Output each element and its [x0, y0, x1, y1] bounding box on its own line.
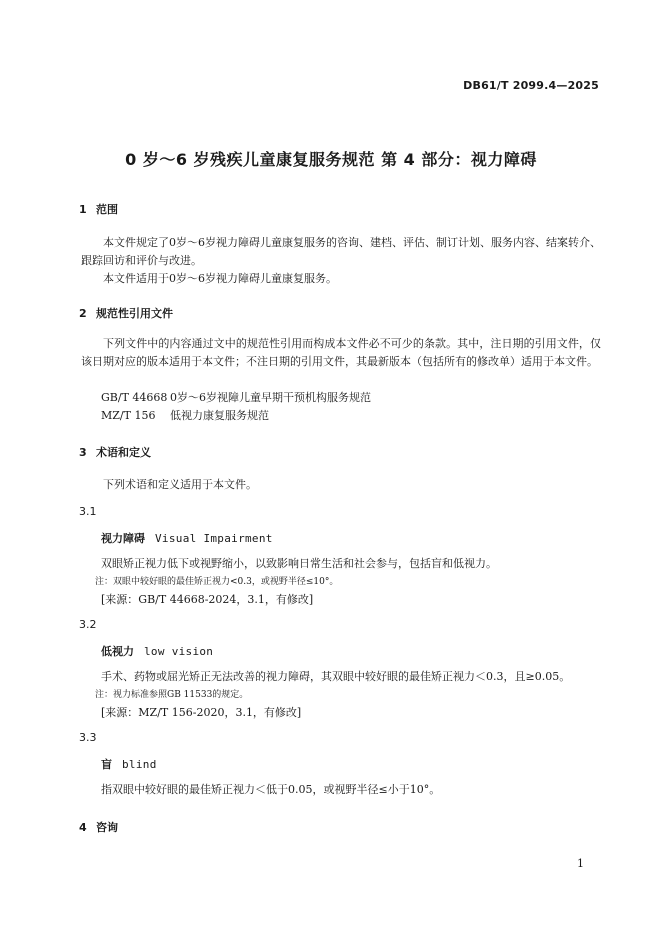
- section-3-heading: [79, 444, 151, 460]
- document-title: 0 岁～6 岁残疾儿童康复服务规范 第 4 部分：视力障碍: [125, 150, 537, 169]
- section-3-intro: 下列术语和定义适用于本文件。: [103, 478, 257, 491]
- section-1-heading: [79, 201, 118, 217]
- term-english: blind: [122, 758, 157, 771]
- document-number: DB61/T 2099.4—2025: [463, 79, 599, 92]
- reference-code: MZ/T 156: [101, 409, 156, 422]
- section-number: 4: [79, 821, 87, 834]
- term-note: 注：双眼中较好眼的最佳矫正视力<0.3，或视野半径≤10°。: [95, 577, 339, 587]
- section-number: 1: [79, 203, 87, 216]
- term-note: 注：视力标准参照GB 11533的规定。: [95, 690, 249, 700]
- term-chinese: 低视力: [101, 645, 134, 658]
- term-english: low vision: [144, 645, 214, 658]
- reference-item: [101, 407, 269, 423]
- term-entry: [101, 756, 157, 772]
- section-4-heading: [79, 819, 118, 835]
- term-number: 3.1: [79, 505, 97, 518]
- section-2-paragraph-1: 下列文件中的内容通过文中的规范性引用而构成本文件必不可少的条款。其中，注日期的引用文件，仅该日期对应的版本适用于本文件；不注日期的引用文件，其最新版本（包括所有的修改单）适用于本文件。: [81, 337, 601, 368]
- term-number: 3.3: [79, 731, 97, 744]
- term-number: 3.2: [79, 618, 97, 631]
- term-chinese: 盲: [101, 758, 112, 771]
- section-title: 术语和定义: [96, 446, 151, 459]
- page-number: 1: [577, 857, 584, 870]
- section-number: 3: [79, 446, 87, 459]
- term-definition: 手术、药物或屈光矫正无法改善的视力障碍，其双眼中较好眼的最佳矫正视力＜0.3，且≥0.05。: [101, 670, 571, 683]
- term-entry: [101, 643, 213, 659]
- term-chinese: 视力障碍: [101, 532, 145, 545]
- term-entry: [101, 530, 273, 546]
- term-source: [来源：GB/T 44668-2024，3.1，有修改]: [101, 593, 314, 606]
- section-title: 咨询: [96, 821, 118, 834]
- section-1-paragraph-2: 本文件适用于0岁～6岁视力障碍儿童康复服务。: [103, 272, 337, 285]
- section-title: 规范性引用文件: [96, 307, 173, 320]
- reference-item: [101, 389, 371, 405]
- term-source: [来源：MZ/T 156-2020，3.1，有修改]: [101, 706, 302, 719]
- reference-code: GB/T 44668: [101, 391, 168, 404]
- section-number: 2: [79, 307, 87, 320]
- term-definition: 指双眼中较好眼的最佳矫正视力＜低于0.05，或视野半径≤小于10°。: [101, 783, 441, 796]
- reference-title: 0岁～6岁视障儿童早期干预机构服务规范: [170, 391, 371, 404]
- section-1-paragraph-1: 本文件规定了0岁～6岁视力障碍儿童康复服务的咨询、建档、评估、制订计划、服务内容、结案转介、跟踪回访和评价与改进。: [81, 236, 601, 267]
- section-title: 范围: [96, 203, 118, 216]
- term-definition: 双眼矫正视力低下或视野缩小，以致影响日常生活和社会参与，包括盲和低视力。: [101, 557, 497, 570]
- section-2-heading: [79, 305, 173, 321]
- reference-title: 低视力康复服务规范: [170, 409, 269, 422]
- term-english: Visual Impairment: [155, 532, 273, 545]
